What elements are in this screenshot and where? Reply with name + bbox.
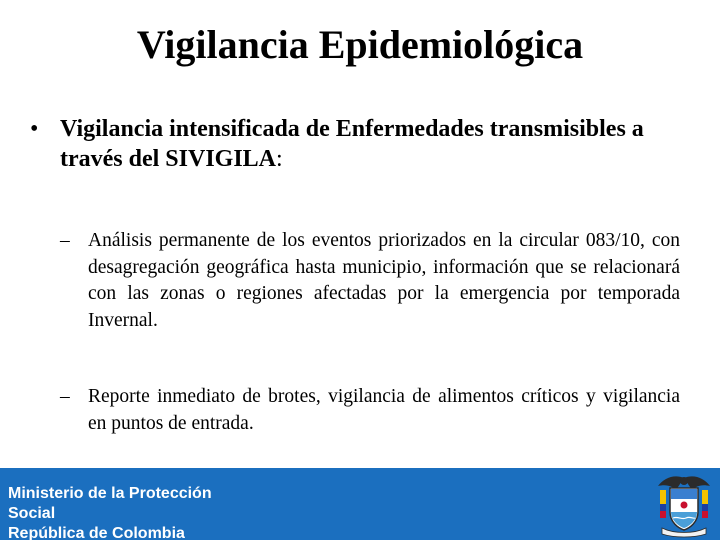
- ministry-line-3: República de Colombia: [8, 525, 185, 540]
- ministry-line-1: Ministerio de la Protección: [8, 485, 212, 502]
- main-bullet-text-wrap: [60, 114, 670, 174]
- bullet-marker: •: [30, 116, 39, 142]
- footer-bar: [0, 468, 720, 540]
- main-bullet-text: Vigilancia intensificada de Enfermedades transmisibles a través del SIVIGILA: [60, 116, 644, 172]
- sub-bullet-marker: –: [60, 386, 70, 407]
- coat-of-arms-icon: [648, 472, 720, 540]
- sub-bullet-text: Análisis permanente de los eventos priorizados en la circular 083/10, con desagregación geográfica hasta municipio, información que se relacionará con las zonas o regiones afectadas por la emergencia por temporada Invernal.: [88, 230, 680, 331]
- sub-bullet-marker: –: [60, 230, 70, 251]
- main-bullet-colon: :: [276, 146, 283, 172]
- ministry-name: [8, 484, 308, 540]
- sub-bullet-analysis: [60, 228, 680, 334]
- slide-title: Vigilancia Epidemiológica: [136, 22, 584, 67]
- ministry-line-2: Social: [8, 505, 56, 522]
- sub-bullet-report: [60, 384, 680, 437]
- sub-bullet-text: Reporte inmediato de brotes, vigilancia de alimentos críticos y vigilancia en puntos de entrada.: [88, 386, 680, 434]
- main-bullet: [30, 114, 670, 174]
